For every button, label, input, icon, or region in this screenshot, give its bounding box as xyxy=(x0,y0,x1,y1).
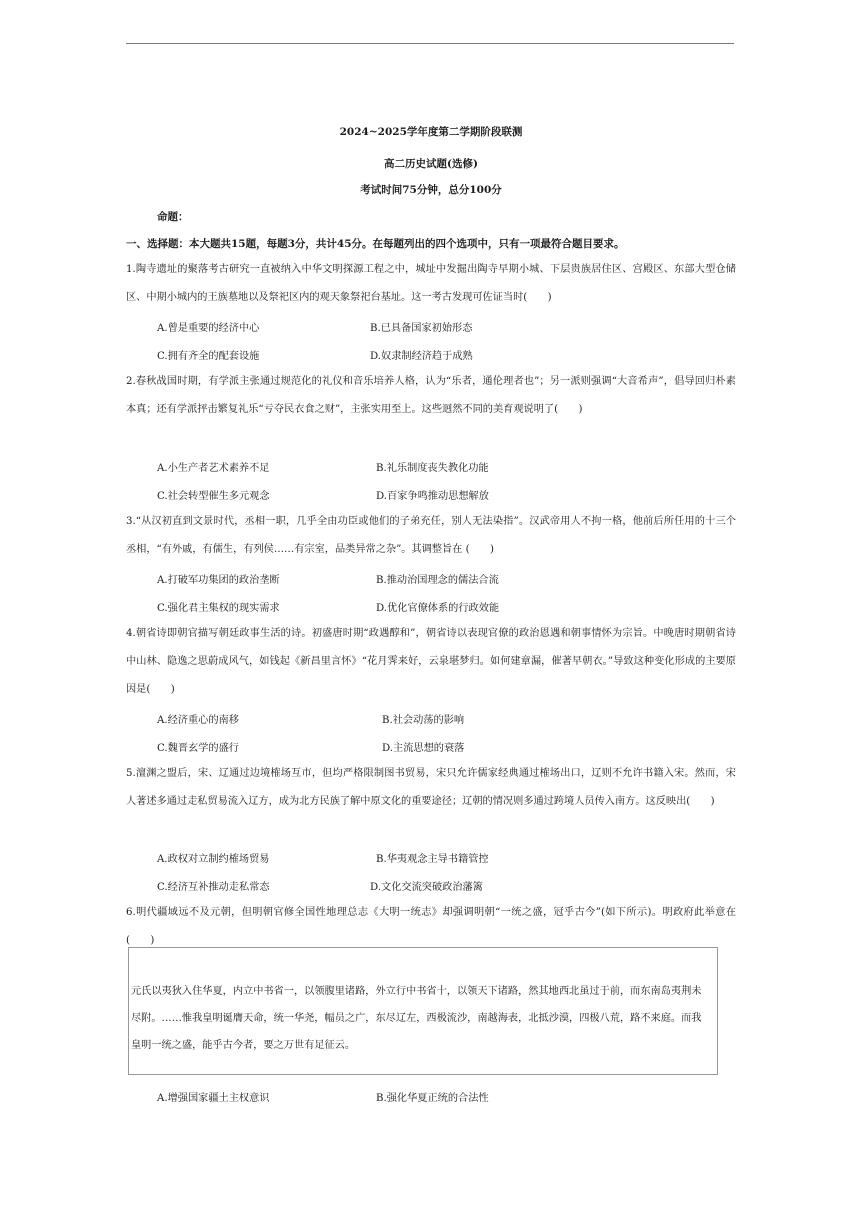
question-3-option-a[interactable]: A.打破军功集团的政治垄断 xyxy=(157,575,280,586)
question-4-option-d[interactable]: D.主流思想的衰落 xyxy=(382,743,465,754)
question-3-option-b[interactable]: B.推动治国理念的儒法合流 xyxy=(376,575,499,586)
question-2-option-d[interactable]: D.百家争鸣推动思想解放 xyxy=(376,491,489,502)
exam-title: 2024~2025学年度第二学期阶段联测 xyxy=(339,126,523,138)
section-heading: 一、选择题：本大题共15题，每题3分，共计45分。在每题列出的四个选项中，只有一项最符合题目要求。 xyxy=(126,238,625,250)
question-1-option-b[interactable]: B.已具备国家初始形态 xyxy=(370,323,473,334)
exam-subtitle: 高二历史试题(选修) xyxy=(384,158,478,170)
question-1-option-c[interactable]: C.拥有齐全的配套设施 xyxy=(157,351,260,362)
question-4-option-c[interactable]: C.魏晋玄学的盛行 xyxy=(157,743,239,754)
question-4-option-a[interactable]: A.经济重心的南移 xyxy=(157,715,239,726)
header-rule xyxy=(126,43,734,44)
question-5-option-b[interactable]: B.华夷观念主导书籍管控 xyxy=(376,854,489,865)
question-3-stem: 3.“从汉初直到文景时代，丞相一职，几乎全由功臣或他们的子弟充任，别人无法染指”。汉武帝用人不拘一格，他前后所任用的十三个丞相，“有外戚，有儒生，有列侯……有宗室，品类异常之杂”。其调整旨在 ( ) xyxy=(126,516,736,555)
question-2-option-a[interactable]: A.小生产者艺术素养不足 xyxy=(157,463,270,474)
question-5-stem: 5.澶渊之盟后，宋、辽通过边境榷场互市，但均严格限制图书贸易，宋只允许儒家经典通过榷场出口，辽则不允许书籍入宋。然而，宋人著述多通过走私贸易流入辽方，成为北方民族了解中原文化的重要途径；辽朝的情况则多通过跨境人员传入南方。这反映出( ) xyxy=(126,768,736,807)
question-6-option-a[interactable]: A.增强国家疆土主权意识 xyxy=(157,1093,270,1104)
question-4-option-b[interactable]: B.社会动荡的影响 xyxy=(382,715,465,726)
question-3-option-d[interactable]: D.优化官僚体系的行政效能 xyxy=(376,603,500,614)
question-2-option-c[interactable]: C.社会转型催生多元观念 xyxy=(157,491,270,502)
question-5-option-d[interactable]: D.文化交流突破政治藩篱 xyxy=(370,882,483,893)
question-2-option-b[interactable]: B.礼乐制度丧失教化功能 xyxy=(376,463,489,474)
source-quote-text: 元氏以夷狄入住华夏，内立中书省一，以领腹里诸路，外立行中书省十，以领天下诸路，然其地西北虽过于前，而东南岛夷荆未尽附。……惟我皇明诞膺天命，统一华尧，幅员之广，东尽辽左，西极流沙，南越海表，北抵沙漠，四极八荒，路不来庭。而我皇明一统之盛，能乎古今者，要之万世有足征云。 xyxy=(131,986,702,1051)
question-1-option-d[interactable]: D.奴隶制经济趋于成熟 xyxy=(370,351,473,362)
question-6-stem: 6.明代疆域远不及元朝，但明朝官修全国性地理总志《大明一统志》却强调明朝“一统之盛，冠乎古今”(如下所示)。明政府此举意在( ) xyxy=(126,907,736,946)
question-1-stem: 1.陶寺遗址的聚落考古研究一直被纳入中华文明探源工程之中，城址中发掘出陶寺早期小城、下层贵族居住区、宫殿区、东部大型仓储区、中期小城内的王族墓地以及祭祀区内的观天象祭祀台基址。这一考古发现可佐证当时( ) xyxy=(126,264,736,303)
question-5-option-a[interactable]: A.政权对立制约榷场贸易 xyxy=(157,854,270,865)
author-label: 命题： xyxy=(157,211,189,223)
question-6-option-b[interactable]: B.强化华夏正统的合法性 xyxy=(376,1093,489,1104)
source-quote-box xyxy=(128,947,718,1075)
question-3-option-c[interactable]: C.强化君主集权的现实需求 xyxy=(157,603,280,614)
question-5-option-c[interactable]: C.经济互补推动走私常态 xyxy=(157,882,270,893)
exam-info: 考试时间75分钟，总分100分 xyxy=(360,184,502,196)
question-4-stem: 4.朝省诗即朝官描写朝廷政事生活的诗。初盛唐时期“政遇醇和”，朝省诗以表现官僚的政治恩遇和朝事情怀为宗旨。中晚唐时期朝省诗中山林、隐逸之思蔚成风气，如钱起《新昌里言怀》“花月霁来好，云泉堪梦归。如何建章漏，催著早朝衣。”导致这种变化形成的主要原因是( ) xyxy=(126,628,736,695)
question-2-stem: 2.春秋战国时期，有学派主张通过规范化的礼仪和音乐培养人格，认为“乐者，通伦理者也”；另一派则强调“大音希声”，倡导回归朴素本真；还有学派抨击繁复礼乐“亏夺民衣食之财”，主张实用至上。这些迥然不同的美育观说明了( ) xyxy=(126,376,736,415)
question-1-option-a[interactable]: A.曾是重要的经济中心 xyxy=(157,323,260,334)
